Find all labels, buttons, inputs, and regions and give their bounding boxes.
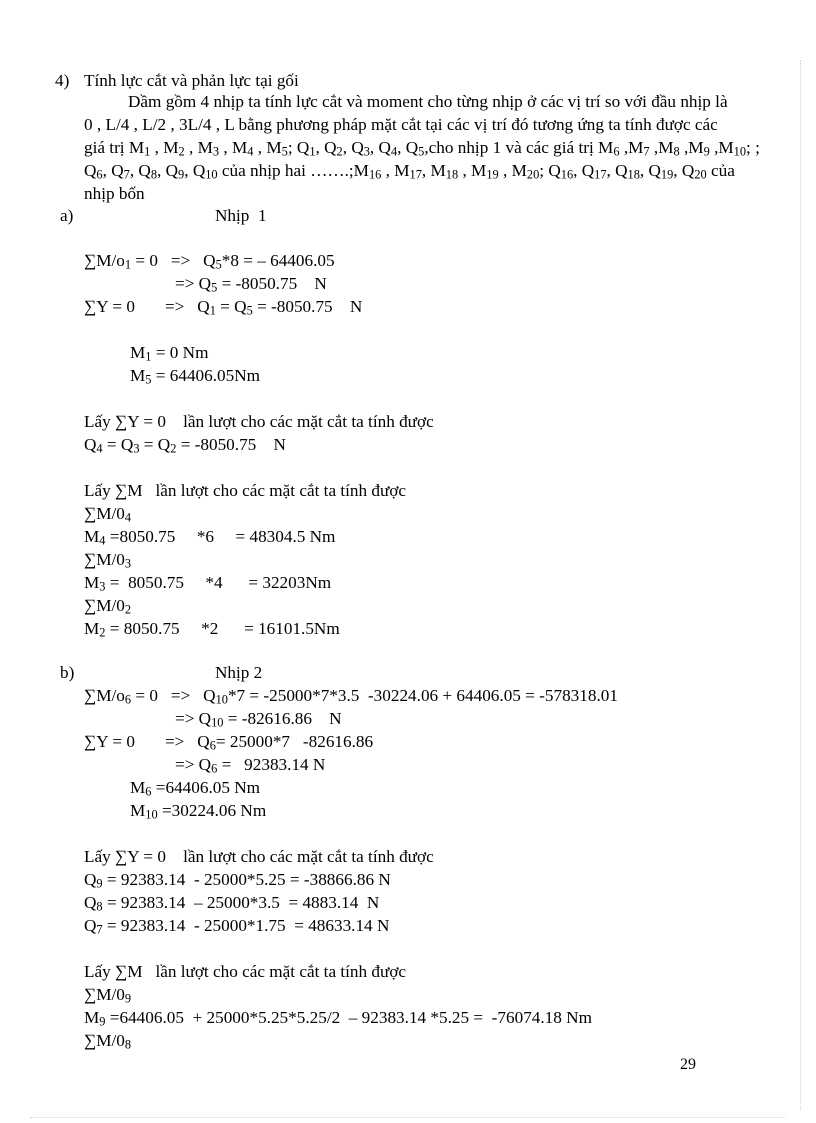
part-a-sum3: $\sum M/0_3$ xyxy=(84,550,132,571)
intro-line-2: 0 , L/4 , L/2 , 3L/4 , L bằng phương pháp mặt cắt tại các vị trí đó tương ứng ta tính được các xyxy=(84,115,718,134)
part-a-eq1: $\sum M/o_1 = 0 => Q_5*8$ = – 64406.05 xyxy=(84,251,335,272)
part-a-m2: $M_2 = 8050.75$ *2 = 16101.5Nm xyxy=(84,619,340,640)
part-a-m1: $M_1 = 0$ Nm xyxy=(130,343,209,364)
part-b-q8: $Q_8 = 92383.14 - 25000*3.5 = 4883.14$ N xyxy=(84,893,380,914)
part-a-m3: $M_3 = 8050.75$ *4 = 32203Nm xyxy=(84,573,332,594)
part-b-eq1: $\sum M/o_6 = 0 => Q_{10}*7 = -25000*7*3.5$ -30224.06 + 64406.05 = -578318.01 xyxy=(84,686,618,707)
part-b-m10: $M_{10} =30224.06$ Nm xyxy=(130,801,267,822)
part-a-moment-intro: Lấy ∑M lần lượt cho các mặt cắt ta tính được xyxy=(84,481,407,500)
footer-rule xyxy=(30,1117,786,1118)
part-b-q7: $Q_7 = 92383.14 - 25000*1.75 = 48633.14$ N xyxy=(84,916,390,937)
intro-line-1: Dầm gồm 4 nhịp ta tính lực cắt và moment cho từng nhịp ở các vị trí so với đầu nhịp là xyxy=(128,92,728,111)
part-a-label: a) xyxy=(60,206,74,225)
part-a-shear-intro: Lấy ∑Y = 0 lần lượt cho các mặt cắt ta tính được xyxy=(84,412,434,431)
page-number: 29 xyxy=(680,1056,696,1073)
part-b-shear-intro: Lấy ∑Y = 0 lần lượt cho các mặt cắt ta tính được xyxy=(84,847,434,866)
part-b-title: Nhịp 2 xyxy=(215,663,263,682)
part-a-title: Nhịp 1 xyxy=(215,206,267,225)
part-a-eq3: ∑Y = 0 => $Q_1 = Q_5 = -8050.75$ N xyxy=(84,297,363,318)
intro-line-4: $Q_6$, $Q_7$, $Q_8$, $Q_9$, $Q_{10}$ của nhịp hai $\dots\dots.;M_{16}$ , $M_{17}$, $M_{18}$ , $M_{19}$ , $M_{20}$; $Q_{16}$, $Q_{17}$, $Q_{18}$, $Q_{19}$, $Q_{20}$ của xyxy=(84,161,735,182)
part-b-sum8: $\sum M/0_8$ xyxy=(84,1031,132,1052)
part-b-sum9: $\sum M/0_9$ xyxy=(84,985,132,1006)
part-b-q9: $Q_9 = 92383.14 - 25000*5.25 = -38866.86$ N xyxy=(84,870,391,891)
part-a-eq2: => $Q_5 = -8050.75$ N xyxy=(175,274,327,295)
part-a-m4: $M_4 =8050.75$ *6 = 48304.5 Nm xyxy=(84,527,336,548)
part-b-label: b) xyxy=(60,663,75,682)
part-b-eq3: ∑Y = 0 => $Q_6= 25000*7$ -82616.86 xyxy=(84,732,374,753)
part-b-m9: $M_9 =64406.05 + 25000*5.25*5.25/2 - 92383.14$ *5.25 = -76074.18 Nm xyxy=(84,1008,592,1029)
part-a-sum4: $\sum M/0_4$ xyxy=(84,504,132,525)
part-a-m5: $M_5 = 64406.05Nm$ xyxy=(130,366,261,387)
section-heading: Tính lực cắt và phản lực tại gối xyxy=(84,71,299,90)
part-b-eq4: => $Q_6 = 92383.14$ N xyxy=(175,755,326,776)
part-a-sum2: $\sum M/0_2$ xyxy=(84,596,132,617)
intro-line-5: nhịp bốn xyxy=(84,184,145,203)
part-a-shear-result: $Q_4 = Q_3 = Q_2 = -8050.75$ N xyxy=(84,435,286,456)
part-b-eq2: => $Q_{10} = -82616.86$ N xyxy=(175,709,342,730)
part-b-moment-intro: Lấy ∑M lần lượt cho các mặt cắt ta tính được xyxy=(84,962,407,981)
part-b-m6: $M_6 =64406.05$ Nm xyxy=(130,778,261,799)
intro-line-3: giá trị $M_1$ , $M_2$ , $M_3$ , $M_4$ , $M_5$; $Q_1$, $Q_2$, $Q_3$, $Q_4$, $Q_5,cho$ nhịp 1 và các giá trị $M_6$ $,M_7$ $,M_8$ $,M_9$ $,M_{10}$; ; xyxy=(84,138,760,159)
right-margin-rule xyxy=(800,60,801,1110)
section-number: 4) xyxy=(55,71,70,90)
